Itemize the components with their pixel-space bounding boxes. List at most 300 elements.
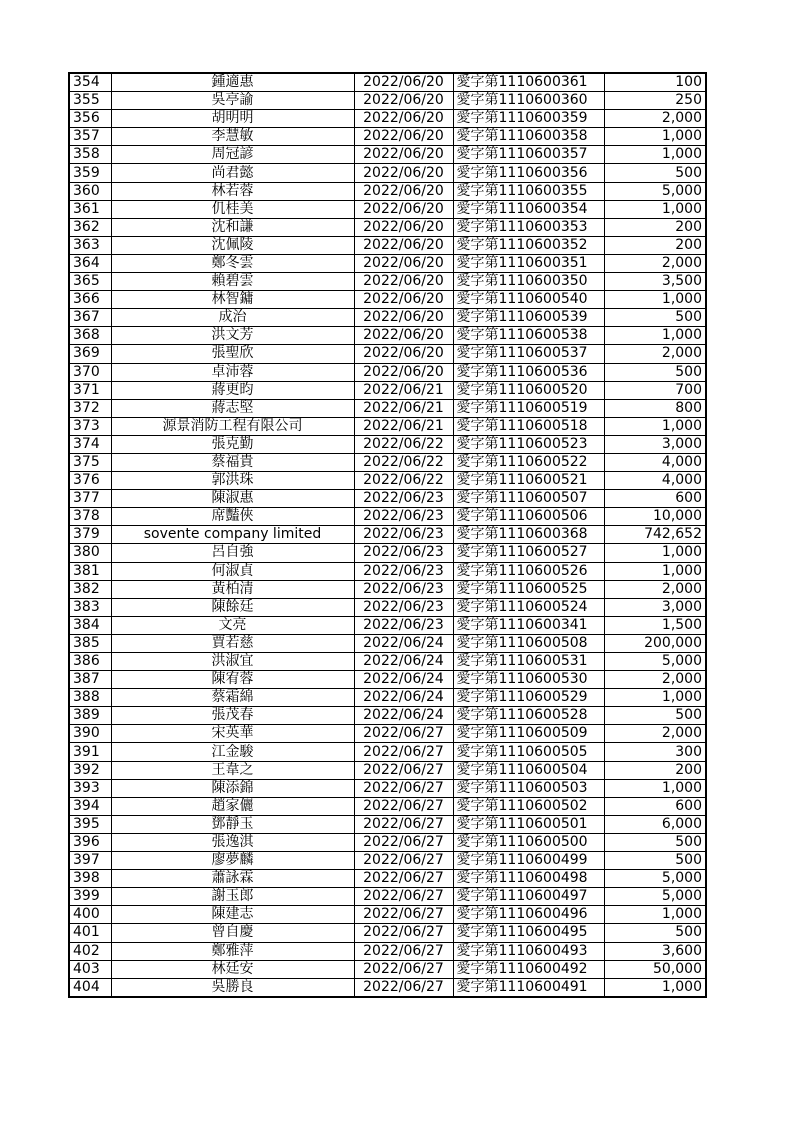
donation-amount: 500 bbox=[604, 164, 706, 182]
receipt-number: 愛字第1110600361 bbox=[453, 73, 604, 92]
donation-amount: 2,000 bbox=[604, 110, 706, 128]
receipt-number: 愛字第1110600524 bbox=[453, 598, 604, 616]
table-row bbox=[69, 381, 706, 399]
donation-amount: 600 bbox=[604, 797, 706, 815]
receipt-number: 愛字第1110600531 bbox=[453, 653, 604, 671]
table-row bbox=[69, 236, 706, 254]
donation-date: 2022/06/27 bbox=[354, 833, 453, 851]
receipt-number: 愛字第1110600356 bbox=[453, 164, 604, 182]
donation-amount: 500 bbox=[604, 309, 706, 327]
table-row bbox=[69, 254, 706, 272]
table-row bbox=[69, 797, 706, 815]
row-number: 380 bbox=[69, 544, 111, 562]
donation-amount: 742,652 bbox=[604, 526, 706, 544]
receipt-number: 愛字第1110600504 bbox=[453, 761, 604, 779]
donation-date: 2022/06/23 bbox=[354, 616, 453, 634]
donation-amount: 1,000 bbox=[604, 291, 706, 309]
table-row bbox=[69, 417, 706, 435]
table-row bbox=[69, 490, 706, 508]
row-number: 386 bbox=[69, 653, 111, 671]
donation-date: 2022/06/23 bbox=[354, 598, 453, 616]
row-number: 378 bbox=[69, 508, 111, 526]
donation-date: 2022/06/23 bbox=[354, 490, 453, 508]
donation-amount: 500 bbox=[604, 924, 706, 942]
donation-date: 2022/06/27 bbox=[354, 978, 453, 997]
donor-name: 郭洪珠 bbox=[111, 472, 354, 490]
donation-date: 2022/06/27 bbox=[354, 870, 453, 888]
table-row bbox=[69, 634, 706, 652]
donation-date: 2022/06/27 bbox=[354, 743, 453, 761]
receipt-number: 愛字第1110600368 bbox=[453, 526, 604, 544]
row-number: 392 bbox=[69, 761, 111, 779]
table-row bbox=[69, 73, 706, 92]
donor-name: 陳宥蓉 bbox=[111, 671, 354, 689]
receipt-number: 愛字第1110600530 bbox=[453, 671, 604, 689]
donor-name: 張逸淇 bbox=[111, 833, 354, 851]
donation-amount: 5,000 bbox=[604, 182, 706, 200]
table-row bbox=[69, 653, 706, 671]
donation-amount: 1,000 bbox=[604, 779, 706, 797]
table-row bbox=[69, 146, 706, 164]
donation-amount: 3,000 bbox=[604, 435, 706, 453]
row-number: 358 bbox=[69, 146, 111, 164]
receipt-number: 愛字第1110600492 bbox=[453, 960, 604, 978]
donation-amount: 500 bbox=[604, 363, 706, 381]
table-row bbox=[69, 182, 706, 200]
donation-amount: 3,500 bbox=[604, 273, 706, 291]
table-row bbox=[69, 707, 706, 725]
donation-date: 2022/06/27 bbox=[354, 725, 453, 743]
receipt-number: 愛字第1110600523 bbox=[453, 435, 604, 453]
donor-name: 陳添錦 bbox=[111, 779, 354, 797]
receipt-number: 愛字第1110600526 bbox=[453, 562, 604, 580]
table-row bbox=[69, 761, 706, 779]
table-row bbox=[69, 942, 706, 960]
table-row bbox=[69, 363, 706, 381]
receipt-number: 愛字第1110600500 bbox=[453, 833, 604, 851]
table-row bbox=[69, 562, 706, 580]
receipt-number: 愛字第1110600496 bbox=[453, 906, 604, 924]
receipt-number: 愛字第1110600499 bbox=[453, 852, 604, 870]
donor-name: 張茂春 bbox=[111, 707, 354, 725]
donation-date: 2022/06/20 bbox=[354, 363, 453, 381]
donor-name: 成治 bbox=[111, 309, 354, 327]
donation-date: 2022/06/24 bbox=[354, 653, 453, 671]
donation-date: 2022/06/20 bbox=[354, 200, 453, 218]
receipt-number: 愛字第1110600527 bbox=[453, 544, 604, 562]
row-number: 398 bbox=[69, 870, 111, 888]
donor-name: 江金駿 bbox=[111, 743, 354, 761]
donation-date: 2022/06/21 bbox=[354, 399, 453, 417]
donor-name: 洪文芳 bbox=[111, 327, 354, 345]
receipt-number: 愛字第1110600495 bbox=[453, 924, 604, 942]
donation-date: 2022/06/20 bbox=[354, 291, 453, 309]
row-number: 391 bbox=[69, 743, 111, 761]
donation-date: 2022/06/20 bbox=[354, 273, 453, 291]
receipt-number: 愛字第1110600528 bbox=[453, 707, 604, 725]
table-row bbox=[69, 671, 706, 689]
donor-name: 林智鏞 bbox=[111, 291, 354, 309]
receipt-number: 愛字第1110600350 bbox=[453, 273, 604, 291]
table-row bbox=[69, 508, 706, 526]
donor-name: 鍾適惠 bbox=[111, 73, 354, 92]
row-number: 393 bbox=[69, 779, 111, 797]
donation-date: 2022/06/20 bbox=[354, 182, 453, 200]
row-number: 372 bbox=[69, 399, 111, 417]
donation-date: 2022/06/21 bbox=[354, 417, 453, 435]
donation-date: 2022/06/20 bbox=[354, 110, 453, 128]
receipt-number: 愛字第1110600520 bbox=[453, 381, 604, 399]
donation-date: 2022/06/20 bbox=[354, 73, 453, 92]
table-row bbox=[69, 218, 706, 236]
donation-amount: 200 bbox=[604, 761, 706, 779]
donor-name: 蔡霜綿 bbox=[111, 689, 354, 707]
table-row bbox=[69, 110, 706, 128]
donation-amount: 4,000 bbox=[604, 453, 706, 471]
donation-date: 2022/06/27 bbox=[354, 906, 453, 924]
donor-name: 沈和謙 bbox=[111, 218, 354, 236]
row-number: 403 bbox=[69, 960, 111, 978]
row-number: 402 bbox=[69, 942, 111, 960]
donation-amount: 1,000 bbox=[604, 562, 706, 580]
donation-amount: 1,500 bbox=[604, 616, 706, 634]
row-number: 357 bbox=[69, 128, 111, 146]
donor-name: 尚君懿 bbox=[111, 164, 354, 182]
row-number: 375 bbox=[69, 453, 111, 471]
donation-date: 2022/06/20 bbox=[354, 218, 453, 236]
donor-name: 陳建志 bbox=[111, 906, 354, 924]
row-number: 396 bbox=[69, 833, 111, 851]
row-number: 374 bbox=[69, 435, 111, 453]
row-number: 360 bbox=[69, 182, 111, 200]
receipt-number: 愛字第1110600529 bbox=[453, 689, 604, 707]
donor-name: 蔣更昀 bbox=[111, 381, 354, 399]
donation-date: 2022/06/27 bbox=[354, 779, 453, 797]
donor-name: 賈若慈 bbox=[111, 634, 354, 652]
donation-date: 2022/06/27 bbox=[354, 924, 453, 942]
row-number: 394 bbox=[69, 797, 111, 815]
row-number: 363 bbox=[69, 236, 111, 254]
row-number: 366 bbox=[69, 291, 111, 309]
receipt-number: 愛字第1110600518 bbox=[453, 417, 604, 435]
donor-name: 謝玉郎 bbox=[111, 888, 354, 906]
receipt-number: 愛字第1110600341 bbox=[453, 616, 604, 634]
donation-date: 2022/06/27 bbox=[354, 761, 453, 779]
donation-date: 2022/06/27 bbox=[354, 888, 453, 906]
table-row bbox=[69, 435, 706, 453]
donor-name: 蕭詠霖 bbox=[111, 870, 354, 888]
receipt-number: 愛字第1110600506 bbox=[453, 508, 604, 526]
table-row bbox=[69, 725, 706, 743]
donor-name: 周冠諺 bbox=[111, 146, 354, 164]
row-number: 364 bbox=[69, 254, 111, 272]
donation-amount: 1,000 bbox=[604, 146, 706, 164]
donation-amount: 1,000 bbox=[604, 128, 706, 146]
donation-date: 2022/06/22 bbox=[354, 453, 453, 471]
donor-name: 蔡福貴 bbox=[111, 453, 354, 471]
donation-date: 2022/06/24 bbox=[354, 689, 453, 707]
row-number: 355 bbox=[69, 92, 111, 110]
receipt-number: 愛字第1110600525 bbox=[453, 580, 604, 598]
donor-name: 卓沛蓉 bbox=[111, 363, 354, 381]
donation-amount: 1,000 bbox=[604, 327, 706, 345]
donation-date: 2022/06/22 bbox=[354, 472, 453, 490]
donation-date: 2022/06/20 bbox=[354, 254, 453, 272]
donation-table-body bbox=[69, 73, 706, 997]
donation-date: 2022/06/20 bbox=[354, 327, 453, 345]
donation-date: 2022/06/20 bbox=[354, 236, 453, 254]
receipt-number: 愛字第1110600503 bbox=[453, 779, 604, 797]
receipt-number: 愛字第1110600354 bbox=[453, 200, 604, 218]
receipt-number: 愛字第1110600536 bbox=[453, 363, 604, 381]
table-row bbox=[69, 200, 706, 218]
receipt-number: 愛字第1110600353 bbox=[453, 218, 604, 236]
receipt-number: 愛字第1110600351 bbox=[453, 254, 604, 272]
table-row bbox=[69, 399, 706, 417]
row-number: 399 bbox=[69, 888, 111, 906]
donor-name: 黃柏清 bbox=[111, 580, 354, 598]
donor-name: sovente company limited bbox=[111, 526, 354, 544]
row-number: 381 bbox=[69, 562, 111, 580]
donor-name: 文亮 bbox=[111, 616, 354, 634]
table-row bbox=[69, 779, 706, 797]
row-number: 404 bbox=[69, 978, 111, 997]
table-row bbox=[69, 870, 706, 888]
receipt-number: 愛字第1110600352 bbox=[453, 236, 604, 254]
donor-name: 鄧靜玉 bbox=[111, 815, 354, 833]
row-number: 367 bbox=[69, 309, 111, 327]
donation-date: 2022/06/20 bbox=[354, 92, 453, 110]
table-row bbox=[69, 526, 706, 544]
receipt-number: 愛字第1110600493 bbox=[453, 942, 604, 960]
row-number: 368 bbox=[69, 327, 111, 345]
donation-date: 2022/06/27 bbox=[354, 797, 453, 815]
donation-amount: 5,000 bbox=[604, 888, 706, 906]
donor-name: 陳餘廷 bbox=[111, 598, 354, 616]
receipt-number: 愛字第1110600540 bbox=[453, 291, 604, 309]
donation-date: 2022/06/24 bbox=[354, 634, 453, 652]
receipt-number: 愛字第1110600360 bbox=[453, 92, 604, 110]
donation-date: 2022/06/21 bbox=[354, 381, 453, 399]
donation-amount: 2,000 bbox=[604, 345, 706, 363]
donation-date: 2022/06/22 bbox=[354, 435, 453, 453]
donation-amount: 3,600 bbox=[604, 942, 706, 960]
donation-date: 2022/06/23 bbox=[354, 508, 453, 526]
receipt-number: 愛字第1110600498 bbox=[453, 870, 604, 888]
receipt-number: 愛字第1110600501 bbox=[453, 815, 604, 833]
donation-date: 2022/06/20 bbox=[354, 345, 453, 363]
row-number: 382 bbox=[69, 580, 111, 598]
donor-name: 趙家儷 bbox=[111, 797, 354, 815]
row-number: 371 bbox=[69, 381, 111, 399]
row-number: 379 bbox=[69, 526, 111, 544]
table-row bbox=[69, 92, 706, 110]
donation-amount: 500 bbox=[604, 707, 706, 725]
donor-name: 鄭冬雲 bbox=[111, 254, 354, 272]
table-row bbox=[69, 888, 706, 906]
donation-amount: 200 bbox=[604, 218, 706, 236]
receipt-number: 愛字第1110600521 bbox=[453, 472, 604, 490]
table-row bbox=[69, 128, 706, 146]
donation-date: 2022/06/27 bbox=[354, 852, 453, 870]
row-number: 365 bbox=[69, 273, 111, 291]
donation-amount: 250 bbox=[604, 92, 706, 110]
donor-name: 張克勤 bbox=[111, 435, 354, 453]
donor-name: 廖夢麟 bbox=[111, 852, 354, 870]
table-row bbox=[69, 544, 706, 562]
row-number: 390 bbox=[69, 725, 111, 743]
donation-amount: 2,000 bbox=[604, 580, 706, 598]
donation-table bbox=[68, 72, 707, 998]
donor-name: 吳亭諭 bbox=[111, 92, 354, 110]
donation-amount: 3,000 bbox=[604, 598, 706, 616]
donor-name: 源景消防工程有限公司 bbox=[111, 417, 354, 435]
receipt-number: 愛字第1110600505 bbox=[453, 743, 604, 761]
donation-amount: 600 bbox=[604, 490, 706, 508]
table-row bbox=[69, 616, 706, 634]
table-row bbox=[69, 580, 706, 598]
table-row bbox=[69, 689, 706, 707]
donation-amount: 200 bbox=[604, 236, 706, 254]
table-row bbox=[69, 598, 706, 616]
donation-amount: 5,000 bbox=[604, 653, 706, 671]
donor-name: 陳淑惠 bbox=[111, 490, 354, 508]
donation-amount: 1,000 bbox=[604, 544, 706, 562]
donation-amount: 100 bbox=[604, 73, 706, 92]
row-number: 401 bbox=[69, 924, 111, 942]
receipt-number: 愛字第1110600507 bbox=[453, 490, 604, 508]
table-row bbox=[69, 815, 706, 833]
row-number: 362 bbox=[69, 218, 111, 236]
row-number: 359 bbox=[69, 164, 111, 182]
row-number: 370 bbox=[69, 363, 111, 381]
receipt-number: 愛字第1110600538 bbox=[453, 327, 604, 345]
donor-name: 宋英華 bbox=[111, 725, 354, 743]
donation-amount: 700 bbox=[604, 381, 706, 399]
receipt-number: 愛字第1110600491 bbox=[453, 978, 604, 997]
table-row bbox=[69, 309, 706, 327]
row-number: 400 bbox=[69, 906, 111, 924]
donation-amount: 10,000 bbox=[604, 508, 706, 526]
table-row bbox=[69, 924, 706, 942]
donor-name: 洪淑宜 bbox=[111, 653, 354, 671]
donation-date: 2022/06/27 bbox=[354, 942, 453, 960]
donation-date: 2022/06/20 bbox=[354, 146, 453, 164]
table-row bbox=[69, 327, 706, 345]
donation-date: 2022/06/23 bbox=[354, 526, 453, 544]
receipt-number: 愛字第1110600359 bbox=[453, 110, 604, 128]
table-row bbox=[69, 453, 706, 471]
donor-name: 曾自慶 bbox=[111, 924, 354, 942]
row-number: 397 bbox=[69, 852, 111, 870]
donation-amount: 4,000 bbox=[604, 472, 706, 490]
donation-amount: 1,000 bbox=[604, 906, 706, 924]
donation-date: 2022/06/23 bbox=[354, 544, 453, 562]
table-row bbox=[69, 978, 706, 997]
table-row bbox=[69, 743, 706, 761]
donation-date: 2022/06/23 bbox=[354, 562, 453, 580]
donor-name: 李慧敏 bbox=[111, 128, 354, 146]
donation-date: 2022/06/20 bbox=[354, 309, 453, 327]
receipt-number: 愛字第1110600355 bbox=[453, 182, 604, 200]
donor-name: 鄭雅萍 bbox=[111, 942, 354, 960]
receipt-number: 愛字第1110600502 bbox=[453, 797, 604, 815]
donation-amount: 5,000 bbox=[604, 870, 706, 888]
row-number: 377 bbox=[69, 490, 111, 508]
donation-date: 2022/06/20 bbox=[354, 164, 453, 182]
row-number: 384 bbox=[69, 616, 111, 634]
table-row bbox=[69, 833, 706, 851]
donation-amount: 1,000 bbox=[604, 689, 706, 707]
receipt-number: 愛字第1110600509 bbox=[453, 725, 604, 743]
row-number: 395 bbox=[69, 815, 111, 833]
donation-amount: 800 bbox=[604, 399, 706, 417]
receipt-number: 愛字第1110600537 bbox=[453, 345, 604, 363]
donor-name: 吳勝良 bbox=[111, 978, 354, 997]
row-number: 373 bbox=[69, 417, 111, 435]
receipt-number: 愛字第1110600522 bbox=[453, 453, 604, 471]
table-row bbox=[69, 852, 706, 870]
donation-date: 2022/06/24 bbox=[354, 671, 453, 689]
donor-name: 沈佩陵 bbox=[111, 236, 354, 254]
donor-name: 張聖欣 bbox=[111, 345, 354, 363]
donation-amount: 1,000 bbox=[604, 200, 706, 218]
donation-amount: 1,000 bbox=[604, 417, 706, 435]
donation-amount: 2,000 bbox=[604, 254, 706, 272]
donation-date: 2022/06/27 bbox=[354, 960, 453, 978]
donation-date: 2022/06/23 bbox=[354, 580, 453, 598]
donation-amount: 6,000 bbox=[604, 815, 706, 833]
donation-amount: 500 bbox=[604, 833, 706, 851]
table-row bbox=[69, 906, 706, 924]
donation-amount: 200,000 bbox=[604, 634, 706, 652]
donor-name: 林廷安 bbox=[111, 960, 354, 978]
donation-amount: 1,000 bbox=[604, 978, 706, 997]
donor-name: 蔣志堅 bbox=[111, 399, 354, 417]
donation-amount: 50,000 bbox=[604, 960, 706, 978]
donor-name: 仉桂美 bbox=[111, 200, 354, 218]
row-number: 389 bbox=[69, 707, 111, 725]
donation-date: 2022/06/20 bbox=[354, 128, 453, 146]
receipt-number: 愛字第1110600539 bbox=[453, 309, 604, 327]
donation-amount: 300 bbox=[604, 743, 706, 761]
table-row bbox=[69, 273, 706, 291]
donor-name: 林若蓉 bbox=[111, 182, 354, 200]
donation-date: 2022/06/24 bbox=[354, 707, 453, 725]
table-row bbox=[69, 164, 706, 182]
table-row bbox=[69, 472, 706, 490]
row-number: 385 bbox=[69, 634, 111, 652]
receipt-number: 愛字第1110600357 bbox=[453, 146, 604, 164]
row-number: 361 bbox=[69, 200, 111, 218]
receipt-number: 愛字第1110600497 bbox=[453, 888, 604, 906]
donation-date: 2022/06/27 bbox=[354, 815, 453, 833]
donor-name: 胡明明 bbox=[111, 110, 354, 128]
donor-name: 席豔俠 bbox=[111, 508, 354, 526]
receipt-number: 愛字第1110600519 bbox=[453, 399, 604, 417]
donation-amount: 2,000 bbox=[604, 725, 706, 743]
table-row bbox=[69, 345, 706, 363]
row-number: 383 bbox=[69, 598, 111, 616]
donor-name: 王韋之 bbox=[111, 761, 354, 779]
receipt-number: 愛字第1110600358 bbox=[453, 128, 604, 146]
row-number: 354 bbox=[69, 73, 111, 92]
donor-name: 賴碧雲 bbox=[111, 273, 354, 291]
donation-amount: 2,000 bbox=[604, 671, 706, 689]
row-number: 376 bbox=[69, 472, 111, 490]
row-number: 369 bbox=[69, 345, 111, 363]
receipt-number: 愛字第1110600508 bbox=[453, 634, 604, 652]
